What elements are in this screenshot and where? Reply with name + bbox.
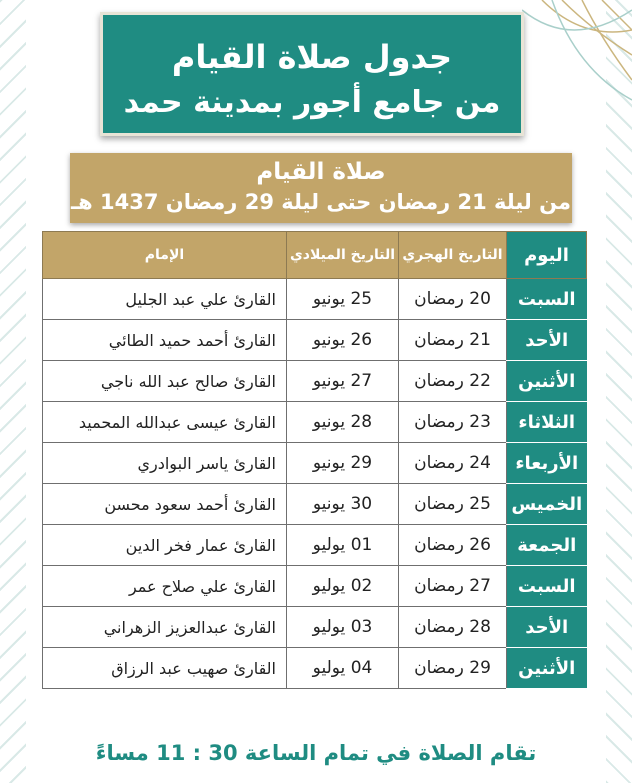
cell-imam: القارئ ياسر البوادري: [43, 443, 287, 484]
table-row: [43, 566, 587, 607]
cell-gregorian: 04 يوليو: [287, 648, 399, 689]
banner-range: من ليلة 21 رمضان حتى ليلة 29 رمضان 1437 هـ: [70, 190, 572, 214]
cell-imam: القارئ أحمد حميد الطائي: [43, 320, 287, 361]
prayer-schedule-table: [42, 231, 587, 689]
table-header-row: [43, 232, 587, 279]
cell-imam: القارئ صالح عبد الله ناجي: [43, 361, 287, 402]
mosque-name: من جامع أجور بمدينة حمد: [123, 85, 501, 120]
cell-imam: القارئ عيسى عبدالله المحميد: [43, 402, 287, 443]
header-hijri: التاريخ الهجري: [399, 232, 507, 279]
banner-title: صلاة القيام: [256, 159, 386, 185]
prayer-time-note: تقام الصلاة في تمام الساعة 30 : 11 مساءً: [95, 741, 537, 765]
cell-gregorian: 27 يونيو: [287, 361, 399, 402]
cell-gregorian: 29 يونيو: [287, 443, 399, 484]
cell-imam: القارئ عبدالعزيز الزهراني: [43, 607, 287, 648]
cell-hijri: 28 رمضان: [399, 607, 507, 648]
cell-day: الخميس: [507, 484, 587, 525]
cell-hijri: 26 رمضان: [399, 525, 507, 566]
left-decorative-border: [0, 0, 26, 783]
title-panel: [100, 12, 524, 136]
right-decorative-border: [606, 0, 632, 783]
cell-imam: القارئ أحمد سعود محسن: [43, 484, 287, 525]
table-row: [43, 443, 587, 484]
cell-imam: القارئ علي عبد الجليل: [43, 279, 287, 320]
cell-day: السبت: [507, 566, 587, 607]
cell-imam: القارئ عمار فخر الدين: [43, 525, 287, 566]
cell-imam: القارئ صهيب عبد الرزاق: [43, 648, 287, 689]
cell-hijri: 20 رمضان: [399, 279, 507, 320]
cell-day: الأربعاء: [507, 443, 587, 484]
cell-hijri: 27 رمضان: [399, 566, 507, 607]
date-range-banner: [70, 153, 572, 223]
cell-hijri: 22 رمضان: [399, 361, 507, 402]
cell-gregorian: 28 يونيو: [287, 402, 399, 443]
cell-hijri: 29 رمضان: [399, 648, 507, 689]
table-row: [43, 525, 587, 566]
table-row: [43, 484, 587, 525]
cell-day: الأثنين: [507, 648, 587, 689]
cell-day: الثلاثاء: [507, 402, 587, 443]
cell-day: الأحد: [507, 607, 587, 648]
cell-hijri: 23 رمضان: [399, 402, 507, 443]
cell-imam: القارئ علي صلاح عمر: [43, 566, 287, 607]
cell-day: السبت: [507, 279, 587, 320]
header-imam: الإمام: [43, 232, 287, 279]
header-gregorian: التاريخ الميلادي: [287, 232, 399, 279]
table-row: [43, 607, 587, 648]
cell-day: الأحد: [507, 320, 587, 361]
cell-day: الجمعة: [507, 525, 587, 566]
cell-hijri: 21 رمضان: [399, 320, 507, 361]
cell-hijri: 24 رمضان: [399, 443, 507, 484]
table-row: [43, 320, 587, 361]
cell-gregorian: 03 يوليو: [287, 607, 399, 648]
cell-gregorian: 26 يونيو: [287, 320, 399, 361]
table-row: [43, 279, 587, 320]
cell-gregorian: 02 يوليو: [287, 566, 399, 607]
cell-hijri: 25 رمضان: [399, 484, 507, 525]
table-row: [43, 402, 587, 443]
table-row: [43, 648, 587, 689]
cell-gregorian: 30 يونيو: [287, 484, 399, 525]
cell-gregorian: 01 يوليو: [287, 525, 399, 566]
table-row: [43, 361, 587, 402]
header-day: اليوم: [507, 232, 587, 279]
cell-gregorian: 25 يونيو: [287, 279, 399, 320]
corner-ornament: [522, 0, 632, 110]
page-title: جدول صلاة القيام: [171, 38, 453, 76]
cell-day: الأثنين: [507, 361, 587, 402]
